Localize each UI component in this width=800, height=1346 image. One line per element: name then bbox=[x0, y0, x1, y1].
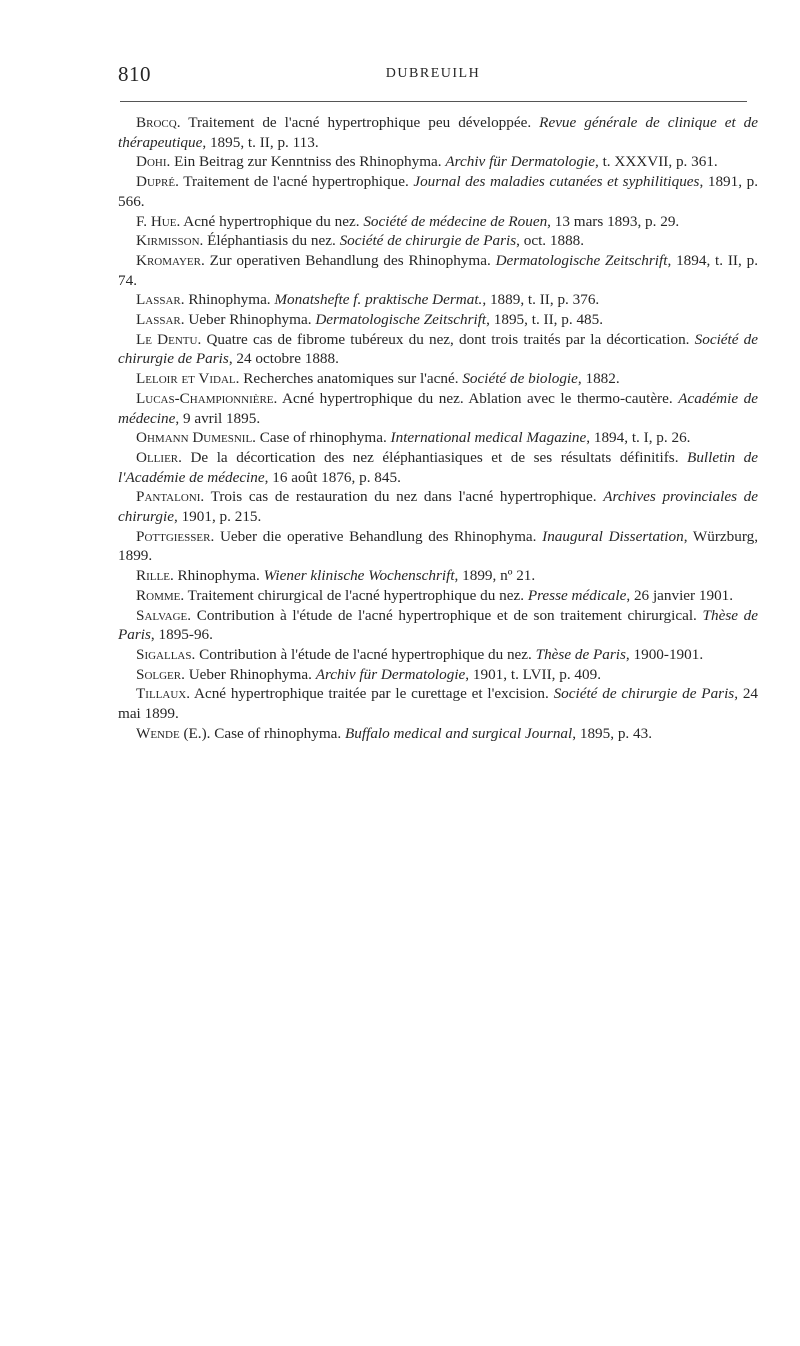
entry-details: , 1895-96. bbox=[150, 626, 213, 644]
bibliography-entry bbox=[118, 113, 758, 152]
entry-author: Romme. bbox=[136, 586, 185, 604]
entry-source: Dermatologische Zeitschrift bbox=[315, 311, 487, 329]
entry-source: Société de biologie bbox=[462, 370, 578, 388]
entry-author: Pantaloni. bbox=[136, 488, 205, 506]
entry-source: Archiv für Dermatologie bbox=[445, 153, 595, 171]
entry-author: Lassar. bbox=[136, 311, 185, 329]
entry-author: Brocq. bbox=[136, 114, 181, 131]
bibliography-entry bbox=[118, 527, 758, 566]
entry-title: Traitement de l'acné hypertrophique peu développée. bbox=[180, 114, 540, 131]
bibliography-entry bbox=[118, 152, 758, 172]
entry-details: , 1901, t. LVII, p. 409. bbox=[465, 665, 601, 683]
entry-title: Case of rhinophyma. bbox=[255, 429, 391, 447]
entry-author: Pottgiesser. bbox=[136, 527, 215, 545]
bibliography-entry bbox=[118, 566, 758, 586]
entry-source: International medical Magazine bbox=[390, 429, 587, 447]
entry-details: , 1889, t. II, p. 376. bbox=[482, 291, 600, 309]
entry-title: Ueber Rhinophyma. bbox=[184, 665, 316, 683]
entry-source: Dermatologische Zeitschrift bbox=[495, 251, 668, 269]
bibliography-entry bbox=[118, 251, 758, 290]
bibliography-entry bbox=[118, 172, 758, 211]
header-rule bbox=[120, 101, 747, 102]
bibliography-entry bbox=[118, 290, 758, 310]
bibliography-entry bbox=[118, 645, 758, 665]
entry-source: Thèse de Paris bbox=[118, 606, 758, 644]
entry-source: Monatshefte f. praktische Dermat. bbox=[274, 291, 483, 309]
entry-author: Ollier. bbox=[136, 448, 182, 466]
bibliography-entry bbox=[118, 428, 758, 448]
entry-title: De la décortication des nez éléphantiasiques et de ses résultats définitifs. bbox=[181, 448, 688, 466]
entry-details: , Würzburg, 1899. bbox=[118, 527, 758, 565]
entry-source: Société de médecine de Rouen bbox=[363, 212, 548, 230]
entry-title: Ueber Rhinophyma. bbox=[184, 311, 316, 329]
bibliography-entry bbox=[118, 310, 758, 330]
entry-title: Éléphantiasis du nez. bbox=[203, 232, 340, 250]
entry-details: , oct. 1888. bbox=[516, 232, 585, 250]
entry-source: Archiv für Dermatologie bbox=[315, 665, 466, 683]
entry-author: F. Hue. bbox=[136, 212, 181, 230]
entry-author: Kromayer. bbox=[136, 251, 205, 269]
entry-source: Journal des maladies cutanées et syphilitiques bbox=[413, 173, 700, 191]
entry-source: Buffalo medical and surgical Journal bbox=[345, 724, 573, 742]
entry-details: , 1901, p. 215. bbox=[173, 508, 262, 526]
bibliography-entry bbox=[118, 231, 758, 251]
running-head: DUBREUILH bbox=[385, 66, 481, 81]
entry-source: Bulletin de l'Académie de médecine bbox=[118, 448, 758, 486]
entry-title: Rhinophyma. bbox=[173, 567, 264, 585]
entry-source: Société de chirurgie de Paris bbox=[118, 330, 759, 368]
entry-source: Inaugural Dissertation bbox=[542, 527, 684, 545]
entry-author: Le Dentu. bbox=[136, 330, 202, 348]
bibliography-entry bbox=[118, 487, 758, 526]
entry-source: Archives provinciales de chirurgie bbox=[118, 488, 758, 526]
entry-author: Sigallas. bbox=[136, 645, 196, 663]
entry-title: Recherches anatomiques sur l'acné. bbox=[239, 370, 463, 388]
entry-author: Lucas-Championnière. bbox=[136, 389, 278, 407]
entry-title: Contribution à l'étude de l'acné hypertrophique du nez. bbox=[195, 645, 536, 663]
entry-details: , 1899, nº 21. bbox=[454, 567, 536, 585]
bibliography-entry bbox=[118, 448, 758, 487]
bibliography-list bbox=[118, 113, 758, 744]
entry-details: , 13 mars 1893, p. 29. bbox=[547, 212, 680, 230]
entry-details: , 26 janvier 1901. bbox=[626, 586, 734, 604]
entry-author: Dupré. bbox=[136, 173, 179, 191]
entry-details: , 24 octobre 1888. bbox=[228, 350, 339, 368]
entry-details: , 1894, t. I, p. 26. bbox=[586, 429, 691, 447]
entry-author: Dohi. bbox=[136, 153, 171, 171]
bibliography-entry bbox=[118, 369, 758, 389]
entry-title: Zur operativen Behandlung des Rhinophyma. bbox=[204, 251, 496, 269]
entry-source: Thèse de Paris bbox=[535, 645, 626, 663]
entry-details: , 1900-1901. bbox=[625, 645, 704, 663]
entry-title: Traitement chirurgical de l'acné hypertrophique du nez. bbox=[184, 586, 528, 604]
bibliography-entry bbox=[118, 586, 758, 606]
entry-title: Ein Beitrag zur Kenntniss des Rhinophyma. bbox=[170, 153, 446, 171]
entry-title: Quatre cas de fibrome tubéreux du nez, dont trois traités par la décortication. bbox=[201, 330, 695, 348]
entry-details: , 9 avril 1895. bbox=[175, 409, 261, 427]
entry-title: Acné hypertrophique du nez. bbox=[180, 212, 364, 230]
entry-author: Rille. bbox=[136, 567, 174, 585]
entry-details: , 16 août 1876, p. 845. bbox=[264, 468, 401, 486]
entry-source: Société de chirurgie de Paris bbox=[339, 232, 517, 250]
page-number: 810 bbox=[118, 62, 151, 86]
entry-source: Société de chirurgie de Paris bbox=[553, 685, 735, 703]
entry-title: Contribution à l'étude de l'acné hypertrophique et de son traitement chirurgical. bbox=[191, 606, 703, 624]
entry-author: Salvage. bbox=[136, 606, 192, 624]
bibliography-entry bbox=[118, 606, 758, 645]
entry-title: Rhinophyma. bbox=[184, 291, 275, 309]
entry-title: Traitement de l'acné hypertrophique. bbox=[178, 173, 414, 191]
entry-details: , 1895, t. II, p. 485. bbox=[486, 311, 604, 329]
entry-author: Tillaux. bbox=[136, 685, 191, 703]
bibliography-entry bbox=[118, 724, 758, 744]
entry-author: Lassar. bbox=[136, 291, 185, 309]
entry-author: Solger. bbox=[136, 665, 185, 683]
entry-source: Presse médicale bbox=[527, 586, 627, 604]
bibliography-entry bbox=[118, 212, 758, 232]
entry-details: , 1895, t. II, p. 113. bbox=[202, 133, 319, 151]
page-header bbox=[118, 62, 748, 92]
entry-author: Ohmann Dumesnil. bbox=[136, 429, 256, 447]
entry-source: Wiener klinische Wochenschrift bbox=[263, 567, 455, 585]
bibliography-entry bbox=[118, 330, 758, 369]
entry-details: , t. XXXVII, p. 361. bbox=[594, 153, 718, 171]
entry-author: Leloir et Vidal. bbox=[136, 370, 240, 388]
bibliography-entry bbox=[118, 389, 758, 428]
entry-source: Académie de médecine bbox=[118, 389, 758, 427]
bibliography-entry bbox=[118, 684, 758, 723]
entry-title: Acné hypertrophique traitée par le curettage et l'excision. bbox=[190, 685, 554, 703]
entry-details: , 1882. bbox=[577, 370, 620, 388]
entry-details: , 24 mai 1899. bbox=[118, 685, 759, 723]
entry-details: , 1895, p. 43. bbox=[572, 724, 652, 742]
entry-title: Ueber die operative Behandlung des Rhinophyma. bbox=[214, 527, 543, 545]
bibliography-entry bbox=[118, 665, 758, 685]
entry-title: Trois cas de restauration du nez dans l'acné hypertrophique. bbox=[204, 488, 604, 506]
entry-details: , 1891, p. 566. bbox=[118, 173, 758, 210]
entry-title: Acné hypertrophique du nez. Ablation avec le thermo-cautère. bbox=[277, 389, 679, 407]
entry-source: Revue générale de clinique et de thérapeutique bbox=[118, 114, 759, 151]
entry-title: Case of rhinophyma. bbox=[210, 724, 346, 742]
entry-details: , 1894, t. II, p. 74. bbox=[118, 251, 758, 289]
entry-author: Wende (E.). bbox=[136, 724, 211, 742]
entry-author: Kirmisson. bbox=[136, 232, 204, 250]
